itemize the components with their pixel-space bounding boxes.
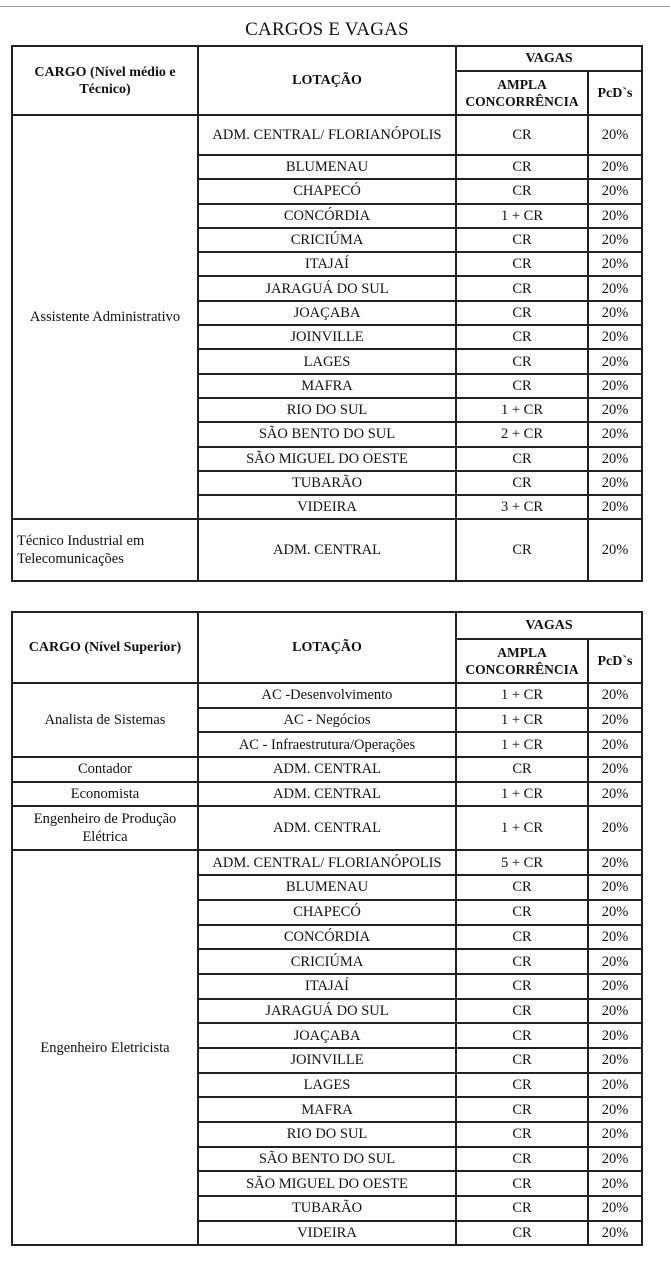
ampla-cell: 1 + CR xyxy=(456,204,588,228)
lotacao-cell: TUBARÃO xyxy=(198,1196,456,1221)
pcd-cell: 20% xyxy=(588,999,642,1024)
cargo-cell: Analista de Sistemas xyxy=(12,683,198,757)
ampla-cell: CR xyxy=(456,1048,588,1073)
ampla-cell: CR xyxy=(456,999,588,1024)
lotacao-cell: CONCÓRDIA xyxy=(198,204,456,228)
ampla-cell: CR xyxy=(456,1023,588,1048)
pcd-cell: 20% xyxy=(588,875,642,900)
pcd-cell: 20% xyxy=(588,155,642,179)
pcd-cell: 20% xyxy=(588,949,642,974)
lotacao-cell: SÃO MIGUEL DO OESTE xyxy=(198,447,456,471)
lotacao-cell: CRICIÚMA xyxy=(198,228,456,252)
lotacao-cell: ADM. CENTRAL/ FLORIANÓPOLIS xyxy=(198,850,456,875)
ampla-cell: CR xyxy=(456,519,588,581)
ampla-header-line2: CONCORRÊNCIA xyxy=(465,94,579,109)
vacancies-table-medio-tecnico xyxy=(11,45,643,582)
ampla-cell: CR xyxy=(456,301,588,325)
ampla-cell: CR xyxy=(456,179,588,203)
ampla-cell: 1 + CR xyxy=(456,708,588,733)
top-divider xyxy=(0,6,670,7)
pcd-cell: 20% xyxy=(588,1171,642,1196)
table-row xyxy=(12,115,642,155)
lotacao-cell: BLUMENAU xyxy=(198,155,456,179)
pcd-cell: 20% xyxy=(588,374,642,398)
ampla-cell: CR xyxy=(456,757,588,782)
ampla-cell: CR xyxy=(456,115,588,155)
table1-body xyxy=(12,115,642,581)
pcd-cell: 20% xyxy=(588,495,642,519)
pcd-cell: 20% xyxy=(588,276,642,300)
ampla-cell: 1 + CR xyxy=(456,683,588,708)
cargo-header-superior: CARGO (Nível Superior) xyxy=(12,612,198,683)
lotacao-cell: TUBARÃO xyxy=(198,471,456,495)
lotacao-header-superior: LOTAÇÃO xyxy=(198,612,456,683)
lotacao-cell: CRICIÚMA xyxy=(198,949,456,974)
lotacao-cell: ADM. CENTRAL/ FLORIANÓPOLIS xyxy=(198,115,456,155)
ampla-cell: 1 + CR xyxy=(456,782,588,807)
lotacao-cell: JARAGUÁ DO SUL xyxy=(198,999,456,1024)
lotacao-cell: SÃO BENTO DO SUL xyxy=(198,422,456,446)
lotacao-cell: ADM. CENTRAL xyxy=(198,806,456,850)
pcd-cell: 20% xyxy=(588,1221,642,1246)
lotacao-cell: JARAGUÁ DO SUL xyxy=(198,276,456,300)
cargo-cell: Economista xyxy=(12,782,198,807)
pcd-cell: 20% xyxy=(588,683,642,708)
ampla-header-line2: CONCORRÊNCIA xyxy=(465,662,579,677)
ampla-cell: CR xyxy=(456,1073,588,1098)
ampla-cell: CR xyxy=(456,949,588,974)
cargo-header-line2: Técnico) xyxy=(79,81,131,97)
cargo-cell xyxy=(12,806,198,850)
ampla-cell: 1 + CR xyxy=(456,732,588,757)
ampla-header-superior xyxy=(456,639,588,683)
ampla-header-line1: AMPLA xyxy=(497,77,547,92)
table-row xyxy=(12,757,642,782)
ampla-cell: CR xyxy=(456,349,588,373)
ampla-cell: CR xyxy=(456,325,588,349)
lotacao-cell: ADM. CENTRAL xyxy=(198,519,456,581)
lotacao-cell: CHAPECÓ xyxy=(198,900,456,925)
ampla-header-line1: AMPLA xyxy=(497,645,547,660)
pcd-cell: 20% xyxy=(588,732,642,757)
pcd-cell: 20% xyxy=(588,252,642,276)
pcd-cell: 20% xyxy=(588,708,642,733)
ampla-cell: CR xyxy=(456,447,588,471)
pcd-cell: 20% xyxy=(588,1196,642,1221)
cargo-header-line1: CARGO (Nível médio e xyxy=(34,64,176,80)
table-row xyxy=(12,806,642,850)
lotacao-cell: JOAÇABA xyxy=(198,301,456,325)
cargo-cell: Contador xyxy=(12,757,198,782)
ampla-cell: CR xyxy=(456,925,588,950)
pcd-header-superior: PcD`s xyxy=(588,639,642,683)
vacancies-table-superior xyxy=(11,611,643,1246)
pcd-cell: 20% xyxy=(588,422,642,446)
lotacao-cell: LAGES xyxy=(198,349,456,373)
pcd-cell: 20% xyxy=(588,471,642,495)
lotacao-cell: JOINVILLE xyxy=(198,325,456,349)
lotacao-cell: BLUMENAU xyxy=(198,875,456,900)
ampla-cell: CR xyxy=(456,1221,588,1246)
pcd-cell: 20% xyxy=(588,925,642,950)
lotacao-cell: MAFRA xyxy=(198,1097,456,1122)
pcd-cell: 20% xyxy=(588,519,642,581)
pcd-cell: 20% xyxy=(588,349,642,373)
ampla-cell: CR xyxy=(456,1196,588,1221)
pcd-cell: 20% xyxy=(588,1023,642,1048)
lotacao-cell: RIO DO SUL xyxy=(198,1122,456,1147)
lotacao-cell: AC - Negócios xyxy=(198,708,456,733)
pcd-cell: 20% xyxy=(588,974,642,999)
lotacao-cell: SÃO BENTO DO SUL xyxy=(198,1147,456,1172)
ampla-cell: 1 + CR xyxy=(456,806,588,850)
ampla-cell: CR xyxy=(456,974,588,999)
table-row xyxy=(12,850,642,875)
ampla-cell: CR xyxy=(456,228,588,252)
lotacao-cell: ITAJAÍ xyxy=(198,252,456,276)
cargo-line1: Engenheiro de Produção xyxy=(33,811,177,828)
lotacao-cell: JOINVILLE xyxy=(198,1048,456,1073)
vagas-header-superior: VAGAS xyxy=(456,612,642,639)
pcd-cell: 20% xyxy=(588,850,642,875)
lotacao-cell: LAGES xyxy=(198,1073,456,1098)
lotacao-cell: MAFRA xyxy=(198,374,456,398)
cargo-line2: Elétrica xyxy=(82,829,128,846)
ampla-cell: 1 + CR xyxy=(456,398,588,422)
pcd-cell: 20% xyxy=(588,228,642,252)
pcd-cell: 20% xyxy=(588,806,642,850)
table-row xyxy=(12,519,642,581)
pcd-cell: 20% xyxy=(588,115,642,155)
ampla-cell: CR xyxy=(456,1122,588,1147)
pcd-cell: 20% xyxy=(588,1073,642,1098)
lotacao-cell: ITAJAÍ xyxy=(198,974,456,999)
table2-body xyxy=(12,683,642,1245)
lotacao-cell: VIDEIRA xyxy=(198,1221,456,1246)
vagas-header: VAGAS xyxy=(456,46,642,71)
lotacao-header: LOTAÇÃO xyxy=(198,46,456,115)
lotacao-cell: RIO DO SUL xyxy=(198,398,456,422)
pcd-cell: 20% xyxy=(588,1048,642,1073)
pcd-cell: 20% xyxy=(588,398,642,422)
pcd-cell: 20% xyxy=(588,179,642,203)
pcd-cell: 20% xyxy=(588,204,642,228)
cargo-line1: Técnico Industrial em xyxy=(17,533,145,550)
ampla-cell: CR xyxy=(456,1171,588,1196)
lotacao-cell: JOAÇABA xyxy=(198,1023,456,1048)
ampla-cell: CR xyxy=(456,1147,588,1172)
ampla-cell: CR xyxy=(456,374,588,398)
ampla-cell: CR xyxy=(456,471,588,495)
table-row xyxy=(12,683,642,708)
ampla-cell: 2 + CR xyxy=(456,422,588,446)
ampla-cell: CR xyxy=(456,155,588,179)
pcd-cell: 20% xyxy=(588,1122,642,1147)
table-row xyxy=(12,782,642,807)
lotacao-cell: CHAPECÓ xyxy=(198,179,456,203)
pcd-header: PcD`s xyxy=(588,71,642,115)
cargo-cell: Engenheiro Eletricista xyxy=(12,850,198,1245)
cargo-header xyxy=(12,46,198,115)
ampla-cell: CR xyxy=(456,276,588,300)
pcd-cell: 20% xyxy=(588,301,642,325)
page-title: CARGOS E VAGAS xyxy=(245,19,409,40)
lotacao-cell: AC - Infraestrutura/Operações xyxy=(198,732,456,757)
pcd-cell: 20% xyxy=(588,447,642,471)
lotacao-cell: ADM. CENTRAL xyxy=(198,782,456,807)
cargo-cell xyxy=(12,519,198,581)
pcd-cell: 20% xyxy=(588,1097,642,1122)
ampla-cell: CR xyxy=(456,900,588,925)
ampla-header xyxy=(456,71,588,115)
cargo-line2: Telecomunicações xyxy=(17,551,124,568)
pcd-cell: 20% xyxy=(588,325,642,349)
pcd-cell: 20% xyxy=(588,757,642,782)
cargo-cell: Assistente Administrativo xyxy=(12,115,198,519)
pcd-cell: 20% xyxy=(588,1147,642,1172)
lotacao-cell: SÃO MIGUEL DO OESTE xyxy=(198,1171,456,1196)
lotacao-cell: VIDEIRA xyxy=(198,495,456,519)
ampla-cell: 5 + CR xyxy=(456,850,588,875)
lotacao-cell: CONCÓRDIA xyxy=(198,925,456,950)
ampla-cell: CR xyxy=(456,875,588,900)
lotacao-cell: ADM. CENTRAL xyxy=(198,757,456,782)
pcd-cell: 20% xyxy=(588,782,642,807)
ampla-cell: CR xyxy=(456,252,588,276)
pcd-cell: 20% xyxy=(588,900,642,925)
ampla-cell: 3 + CR xyxy=(456,495,588,519)
ampla-cell: CR xyxy=(456,1097,588,1122)
lotacao-cell: AC -Desenvolvimento xyxy=(198,683,456,708)
